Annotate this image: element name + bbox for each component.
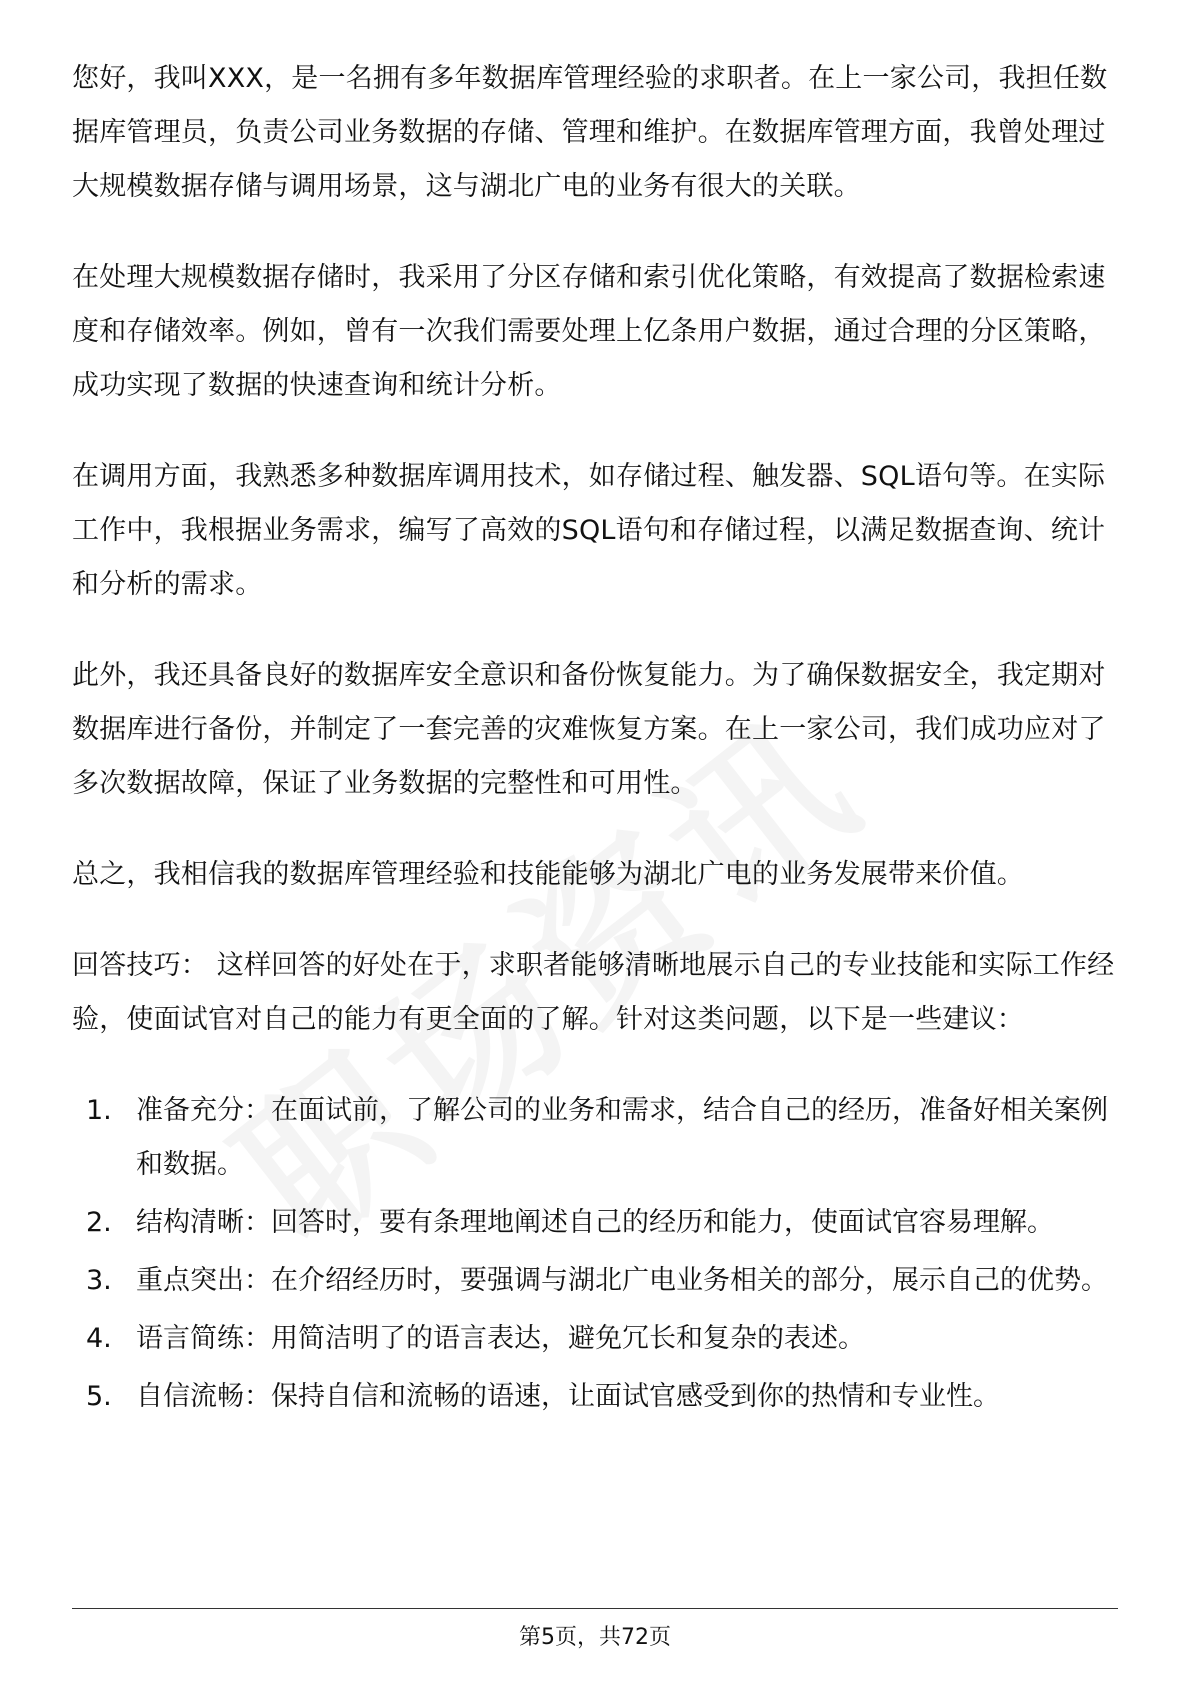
list-item-text: 准备充分：在面试前，了解公司的业务和需求，结合自己的经历，准备好相关案例和数据。 [136, 1095, 1108, 1180]
list-item-number: 2. [86, 1207, 112, 1238]
list-item-text: 自信流畅：保持自信和流畅的语速，让面试官感受到你的热情和专业性。 [136, 1381, 1000, 1412]
list-item-text: 语言简练：用简洁明了的语言表达，避免冗长和复杂的表述。 [136, 1323, 865, 1354]
paragraph-intro: 您好，我叫XXX，是一名拥有多年数据库管理经验的求职者。在上一家公司，我担任数据库管理员，负责公司业务数据的存储、管理和维护。在数据库管理方面，我曾处理过大规模数据存储与调用场景，这与湖北广电的业务有很大的关联。 [72, 63, 1108, 202]
paragraph-summary: 总之，我相信我的数据库管理经验和技能能够为湖北广电的业务发展带来价值。 [72, 859, 1024, 890]
document-body [72, 52, 1118, 1428]
tips-list [72, 1084, 1118, 1424]
paragraph-security: 此外，我还具备良好的数据库安全意识和备份恢复能力。为了确保数据安全，我定期对数据库进行备份，并制定了一套完善的灾难恢复方案。在上一家公司，我们成功应对了多次数据故障，保证了业务数据的完整性和可用性。 [72, 660, 1106, 799]
paragraph-storage: 在处理大规模数据存储时，我采用了分区存储和索引优化策略，有效提高了数据检索速度和存储效率。例如，曾有一次我们需要处理上亿条用户数据，通过合理的分区策略，成功实现了数据的快速查询和统计分析。 [72, 262, 1106, 401]
list-item-text: 重点突出：在介绍经历时，要强调与湖北广电业务相关的部分，展示自己的优势。 [136, 1265, 1108, 1296]
footer-divider [72, 1608, 1118, 1609]
list-item [72, 1370, 1118, 1424]
paragraph-tips-intro: 回答技巧： 这样回答的好处在于，求职者能够清晰地展示自己的专业技能和实际工作经验，使面试官对自己的能力有更全面的了解。针对这类问题，以下是一些建议： [72, 950, 1115, 1035]
list-item-number: 1. [86, 1095, 112, 1126]
list-item [72, 1196, 1118, 1250]
list-item-number: 4. [86, 1323, 112, 1354]
list-item-text: 结构清晰：回答时，要有条理地阐述自己的经历和能力，使面试官容易理解。 [136, 1207, 1054, 1238]
list-item [72, 1312, 1118, 1366]
list-item-number: 3. [86, 1265, 112, 1296]
list-item [72, 1254, 1118, 1308]
page-number: 第5页，共72页 [519, 1625, 671, 1650]
list-item [72, 1084, 1118, 1192]
list-item-number: 5. [86, 1381, 112, 1412]
paragraph-calling: 在调用方面，我熟悉多种数据库调用技术，如存储过程、触发器、SQL语句等。在实际工作中，我根据业务需求，编写了高效的SQL语句和存储过程，以满足数据查询、统计和分析的需求。 [72, 461, 1106, 600]
